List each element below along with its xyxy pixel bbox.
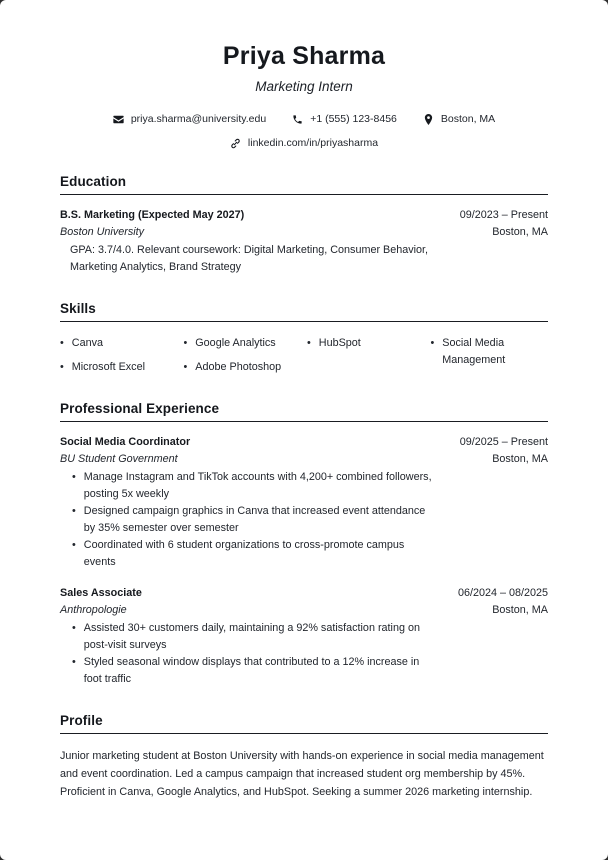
degree-title: B.S. Marketing (Expected May 2027) xyxy=(60,209,245,221)
candidate-name: Priya Sharma xyxy=(222,42,386,70)
education-summary: GPA: 3.7/4.0. Relevant coursework: Digital Marketing, Consumer Behavior, Marketing Analytics, Brand Strategy xyxy=(70,244,429,273)
job-date: 06/2024 – 08/2025 xyxy=(457,587,548,599)
item-text: HubSpot xyxy=(318,337,361,349)
item-text: Assisted 30+ customers daily, maintaining a 92% satisfaction rating on post-visit surveys xyxy=(83,622,420,651)
contact-location xyxy=(423,113,495,125)
contact-phone-text: +1 (555) 123-8456 xyxy=(310,113,397,125)
item-text: Microsoft Excel xyxy=(71,361,145,373)
contact-row-primary xyxy=(60,113,548,125)
skill-item xyxy=(431,335,549,369)
section-education xyxy=(60,174,548,276)
education-heading: Education xyxy=(60,174,548,195)
contact-linkedin-text: linkedin.com/in/priyasharma xyxy=(247,137,379,149)
section-skills xyxy=(60,301,548,376)
skills-column xyxy=(60,335,178,376)
bullet-marker: • xyxy=(60,361,64,373)
experience-entry-right xyxy=(458,585,548,619)
skill-item xyxy=(60,335,178,352)
location-pin-icon xyxy=(423,114,434,125)
school-name: Boston University xyxy=(60,226,145,238)
education-location: Boston, MA xyxy=(492,226,548,238)
bullet-item xyxy=(72,537,432,571)
contact-location-text: Boston, MA xyxy=(440,113,496,125)
education-entry xyxy=(60,207,548,276)
bullet-item xyxy=(72,503,432,537)
job-bullets xyxy=(72,469,432,571)
experience-entry-left xyxy=(60,434,190,468)
experience-entry-head xyxy=(60,585,548,619)
employer-name: Anthropologie xyxy=(60,604,127,616)
contact-email-text: priya.sharma@university.edu xyxy=(130,113,267,125)
experience-entry-left xyxy=(60,585,142,619)
item-text: Styled seasonal window displays that contributed to a 12% increase in foot traffic xyxy=(83,656,420,685)
job-location: Boston, MA xyxy=(492,453,548,465)
job-location: Boston, MA xyxy=(492,604,548,616)
profile-heading: Profile xyxy=(60,713,548,734)
experience-entry-right xyxy=(460,434,548,468)
bullet-marker: • xyxy=(183,361,188,373)
contact-phone xyxy=(292,113,397,125)
education-entry-left xyxy=(60,207,244,241)
bullet-marker: • xyxy=(72,539,76,551)
bullet-marker: • xyxy=(430,337,435,349)
skill-item xyxy=(60,359,178,376)
bullet-item xyxy=(72,620,432,654)
section-profile xyxy=(60,713,548,801)
item-text: Google Analytics xyxy=(195,337,276,349)
phone-icon xyxy=(292,114,303,125)
item-text: Designed campaign graphics in Canva that increased event attendance by 35% semester over semester xyxy=(83,505,426,534)
bullet-marker: • xyxy=(72,505,76,517)
skills-column xyxy=(184,335,302,376)
candidate-title: Marketing Intern xyxy=(255,79,353,94)
link-icon xyxy=(230,138,241,149)
skills-column xyxy=(431,335,549,376)
skill-item xyxy=(184,359,302,376)
item-text: Canva xyxy=(71,337,103,349)
profile-text: Junior marketing student at Boston University with hands-on experience in social media management and event coordination. Led a campus campaign that increased student org membership by 45%. Proficient in Canva, Google Analytics, and HubSpot. Seeking a summer 2026 marketing internship. xyxy=(60,750,544,798)
skill-item xyxy=(307,335,425,352)
job-date: 09/2025 – Present xyxy=(459,436,548,448)
skills-grid xyxy=(60,335,548,376)
education-entry-head xyxy=(60,207,548,241)
item-text: Adobe Photoshop xyxy=(195,361,282,373)
skill-item xyxy=(184,335,302,352)
skills-heading: Skills xyxy=(60,301,548,322)
bullet-marker: • xyxy=(307,337,311,349)
contact-email xyxy=(113,113,266,125)
bullet-marker: • xyxy=(183,337,188,349)
job-title: Sales Associate xyxy=(60,587,142,599)
experience-entry xyxy=(60,585,548,688)
experience-entry-head xyxy=(60,434,548,468)
bullet-item xyxy=(72,654,432,688)
bullet-marker: • xyxy=(72,471,76,483)
job-title: Social Media Coordinator xyxy=(60,436,191,448)
bullet-item xyxy=(72,469,432,503)
item-text: Social Media Management xyxy=(442,337,506,366)
employer-name: BU Student Government xyxy=(60,453,178,465)
contact-linkedin xyxy=(230,137,378,149)
skills-column xyxy=(307,335,425,376)
bullet-marker: • xyxy=(60,337,64,349)
item-text: Coordinated with 6 student organizations to cross-promote campus events xyxy=(83,539,405,568)
contact-row-secondary xyxy=(60,137,548,149)
item-text: Manage Instagram and TikTok accounts with 4,200+ combined followers, posting 5x weekly xyxy=(83,471,432,500)
education-date: 09/2023 – Present xyxy=(459,209,548,221)
education-entry-right xyxy=(460,207,548,241)
section-experience xyxy=(60,401,548,688)
envelope-icon xyxy=(113,114,124,125)
experience-heading: Professional Experience xyxy=(60,401,548,422)
resume-header xyxy=(60,42,548,149)
bullet-marker: • xyxy=(72,622,76,634)
job-bullets xyxy=(72,620,432,688)
bullet-marker: • xyxy=(72,656,76,668)
experience-entry xyxy=(60,434,548,571)
